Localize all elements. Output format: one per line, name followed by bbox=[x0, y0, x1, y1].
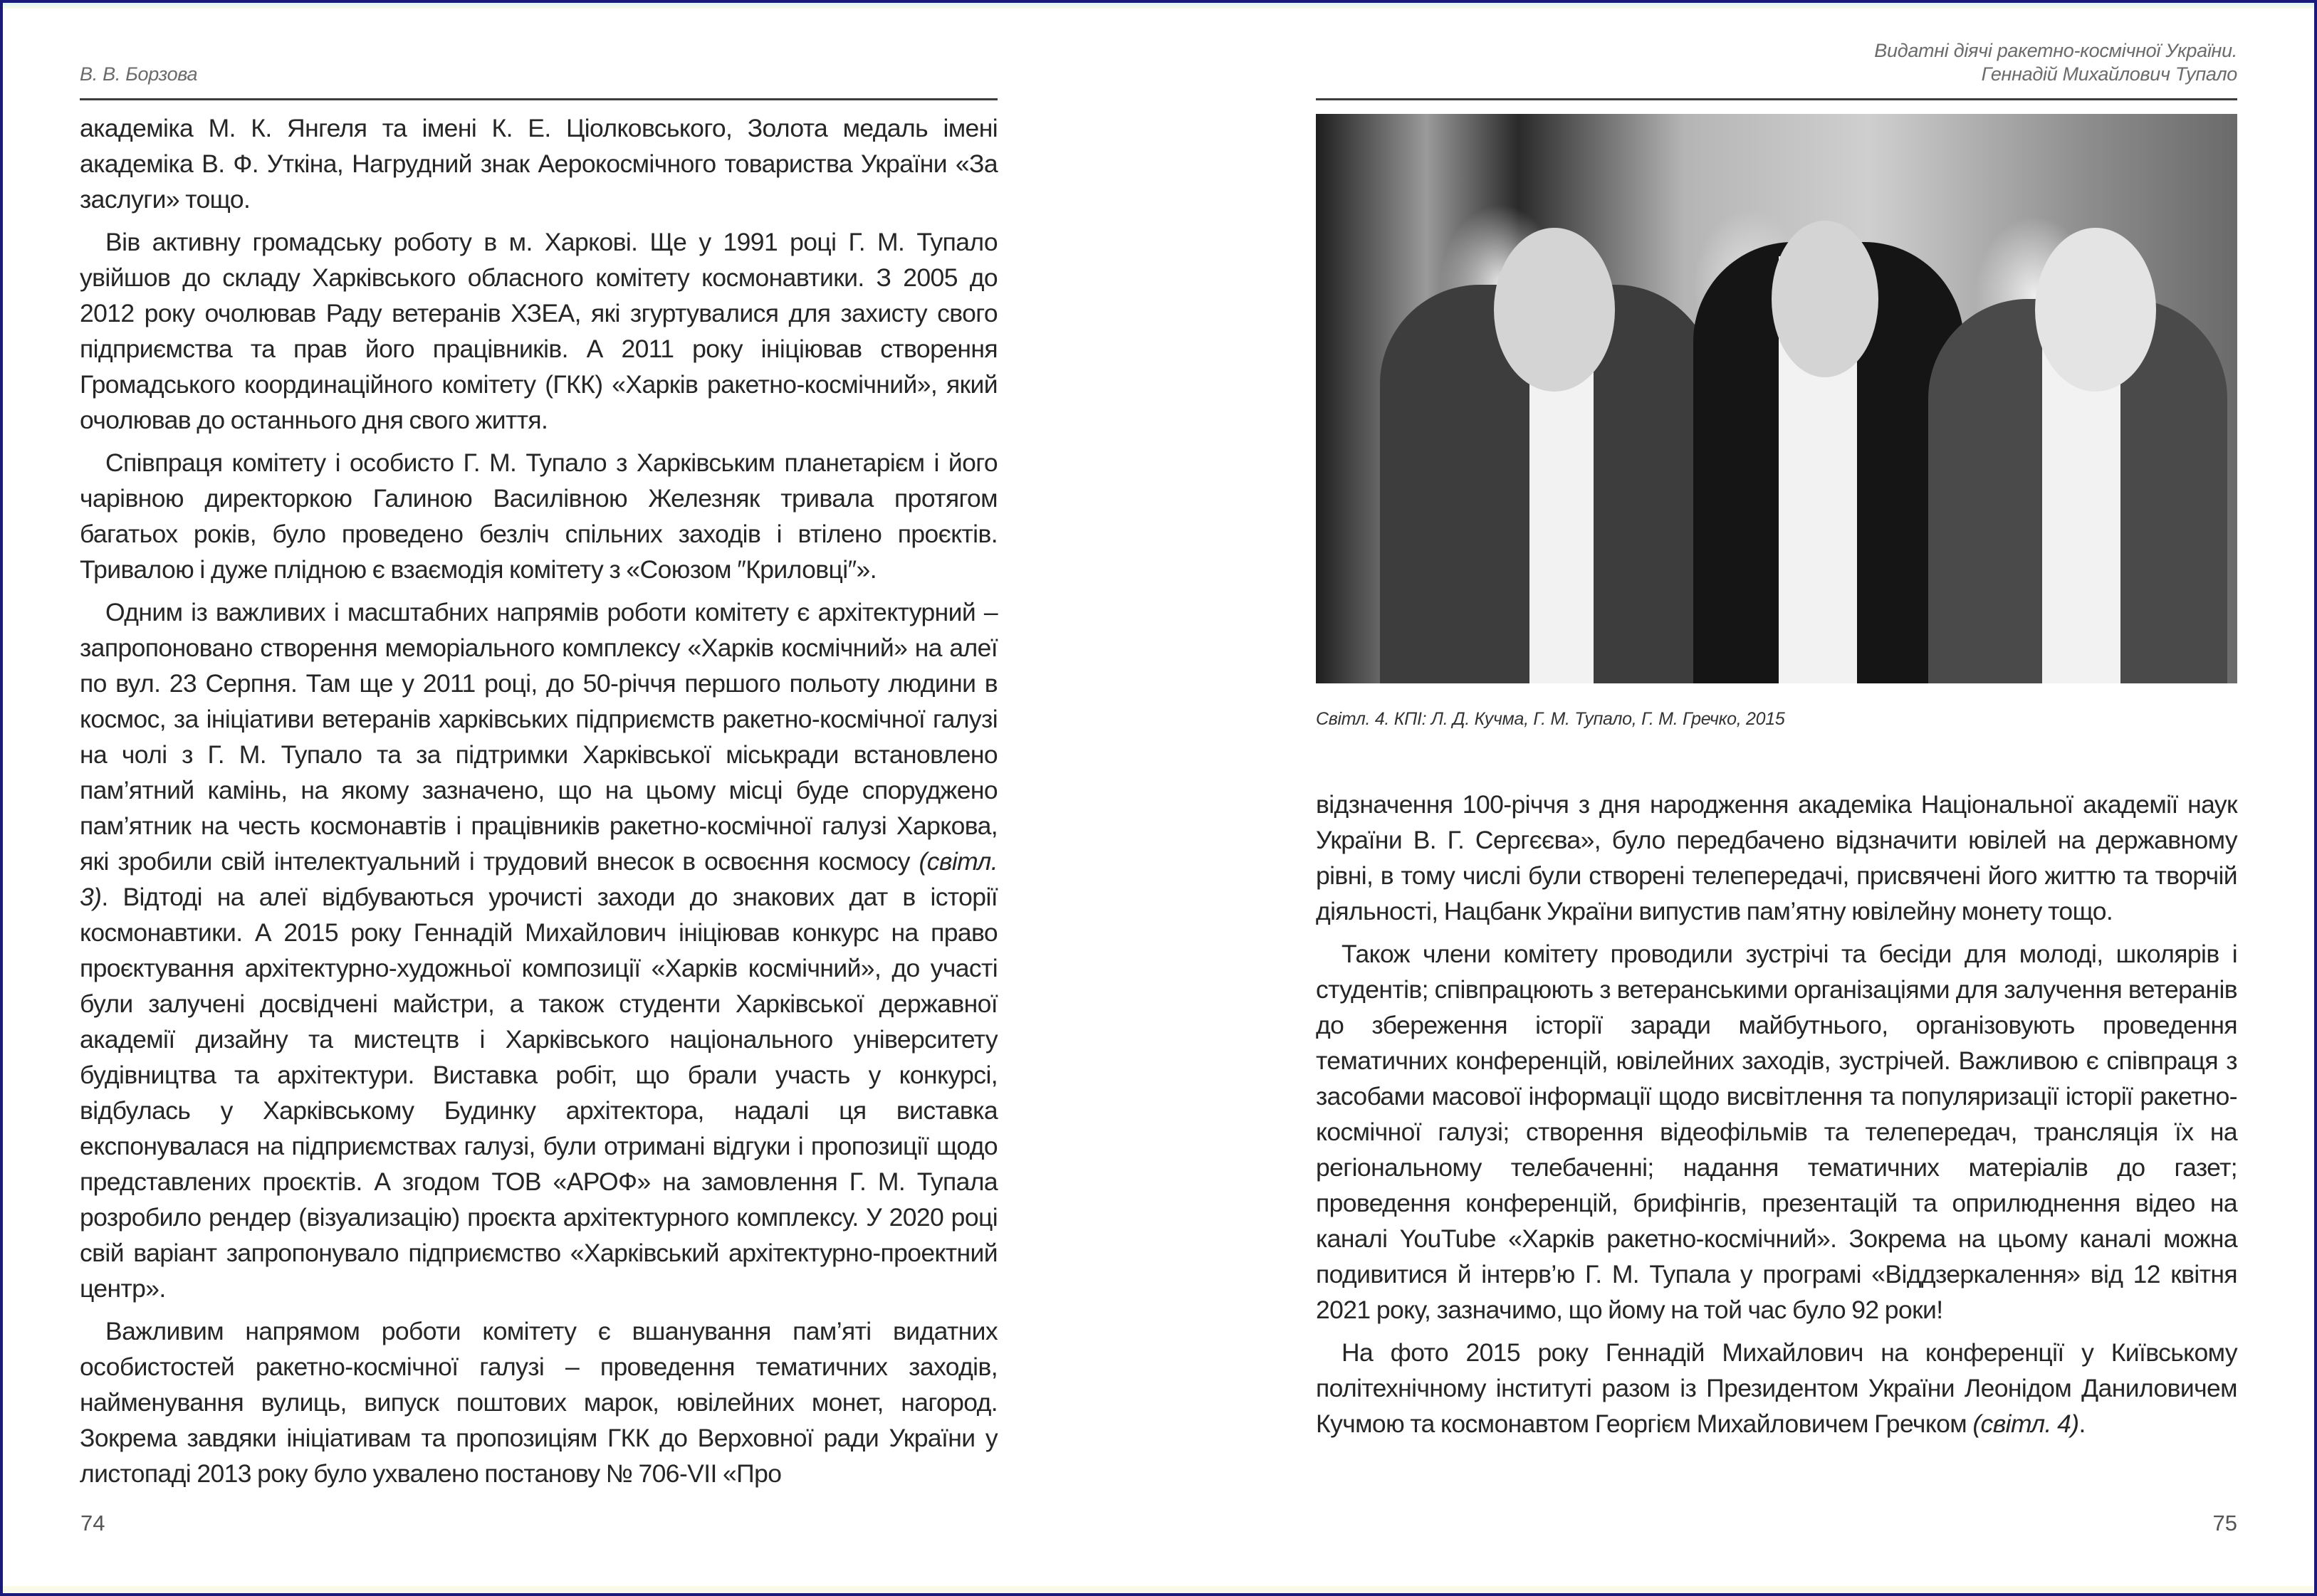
paragraph: академіка М. К. Янгеля та імені К. Е. Ціолковського, Золота медаль імені академіка В. Ф. Уткіна, Нагрудний знак Аерокосмічного товариства України «За заслуги» тощо. bbox=[80, 114, 998, 214]
body-text-column bbox=[1316, 787, 2237, 1442]
photo-caption: Світл. 4. КПІ: Л. Д. Кучма, Г. М. Тупало, Г. М. Гречко, 2015 bbox=[1316, 709, 1785, 729]
paragraph-text: На фото 2015 року Геннадій Михайлович на конференції у Київському політехнічному інституті разом із Президентом України Леонідом Даниловичем Кучмою та космонавтом Георгієм Михайловичем Гречком bbox=[1316, 1338, 2237, 1438]
running-head-author: В. В. Борзова bbox=[80, 63, 198, 85]
paragraph-text: . Відтоді на алеї відбуваються урочисті заходи до знакових дат в історії космонавтики. А 2015 року Геннадій Михайлович ініціював конкурс на право проєктування архітектурно-художньої композиції «Харків космічний», до участі були залучені досвідчені майстри, а також студенти Харківської державної академії дизайну та мистецтв і Харківського національного університету будівництва та архітектури. Виставка робіт, що брали участь у конкурсі, відбулась у Харківському Будинку архітектора, надалі ця виставка експонувалася на підприємствах галузі, були отримані відгуки і пропозиції щодо представлених проєктів. А згодом ТОВ «АРОФ» на замовлення Г. М. Тупала розробило рендер (візуализацію) проєкта архітектурного комплексу. У 2020 році свій варіант запропонувало підприємство «Харківський архітектурно-проектний центр». bbox=[80, 883, 998, 1303]
paragraph-text: Одним із важливих і масштабних напрямів роботи комітету є архітектурний – запропоновано створення меморіального комплексу «Харків космічний» на алеї по вул. 23 Серпня. Там ще у 2011 році, до 50-річчя першого польоту людини в космос, за ініціативи ветеранів харківських підприємств ракетно-космічної галузі на чолі з Г. М. Тупало та за підтримки Харківської міськради встановлено пам’ятний камінь, на якому зазначено, що на цьому місці буде споруджено пам’ятник на честь космонавтів і працівників ракетно-космічної галузі Харкова, які зробили свій інтелектуальний і трудовий внесок в освоєння космосу bbox=[80, 598, 998, 876]
running-head-line: Видатні діячі ракетно-космічної України. bbox=[1874, 40, 2237, 61]
photo-figure-4 bbox=[1316, 114, 2237, 683]
running-head-line: Геннадій Михайлович Тупало bbox=[1981, 63, 2237, 85]
face bbox=[1772, 221, 1878, 377]
right-page bbox=[1158, 0, 2317, 1596]
figure-reference: (світл. 4) bbox=[1972, 1409, 2079, 1438]
paragraph: Вів активну громадську роботу в м. Харкові. Ще у 1991 році Г. М. Тупало увійшов до складу Харківського обласного комітету космонавтики. З 2005 до 2012 року очолював Раду ветеранів ХЗЕА, які згуртувалися для захисту свого підприємства та прав його працівників. А 2011 року ініціював створення Громадського координаційного комітету (ГКК) «Харків ракетно-космічний», який очолював до останнього дня свого життя. bbox=[80, 228, 998, 434]
paragraph bbox=[1316, 1335, 2237, 1442]
figure-reference: (світл. 3) bbox=[80, 847, 998, 911]
header-rule bbox=[1316, 98, 2237, 100]
paragraph: Також члени комітету проводили зустрічі та бесіди для молоді, школярів і студентів; співпрацюють з ветеранськими організаціями для залучення ветеранів до збереження історії заради майбутнього, організовують проведення тематичних конференцій, ювілейних заходів, зустрічей. Важливою є співпраця з засобами масової інформації щодо висвітлення та популяризації історії ракетно-космічної галузі; створення відеофільмів та телепередач, трансляція їх на регіональному телебаченні; надання тематичних матеріалів до газет; проведення конференцій, брифінгів, презентацій та оприлюднення відео на каналі YouTube «Харків ракетно-космічний». Зокрема на цьому каналі можна подивитися й інтерв’ю Г. М. Тупала у програмі «Віддзеркалення» від 12 квітня 2021 року, зазначимо, що йому на той час було 92 роки! bbox=[1316, 940, 2237, 1324]
paragraph: Співпраця комітету і особисто Г. М. Тупало з Харківським планетарієм і його чарівною директоркою Галиною Василівною Железняк тривала протягом багатьох років, було проведено безліч спільних заходів і втілено проєктів. Тривалою і дуже плідною є взаємодія комітету з «Союзом ″Криловці″». bbox=[80, 448, 998, 584]
page-number: 75 bbox=[2212, 1511, 2237, 1535]
paragraph: Важливим напрямом роботи комітету є вшанування пам’яті видатних особистостей ракетно-космічної галузі – проведення тематичних заходів, найменування вулиць, випуск поштових марок, ювілейних монет, нагород. Зокрема завдяки ініціативам та пропозиціям ГКК до Верховної ради України у листопаді 2013 року було ухвалено постанову № 706-VII «Про bbox=[80, 1317, 998, 1488]
header-rule bbox=[80, 98, 998, 100]
face bbox=[2035, 228, 2156, 392]
body-text-column bbox=[80, 110, 998, 1491]
paragraph-text: . bbox=[2078, 1409, 2086, 1438]
paragraph: відзначення 100-річчя з дня народження академіка Національної академії наук України В. Г. Сергєєва», було передбачено відзначити ювілей на державному рівні, в тому числі були створені телепередачі, присвячені його життю та творчій діяльності, Нацбанк України випустив пам’ятну ювілейну монету тощо. bbox=[1316, 790, 2237, 925]
left-page bbox=[0, 0, 1158, 1596]
face bbox=[1494, 228, 1615, 392]
page-number: 74 bbox=[80, 1511, 105, 1535]
paragraph bbox=[80, 594, 998, 1306]
running-head-title bbox=[1874, 39, 2237, 86]
